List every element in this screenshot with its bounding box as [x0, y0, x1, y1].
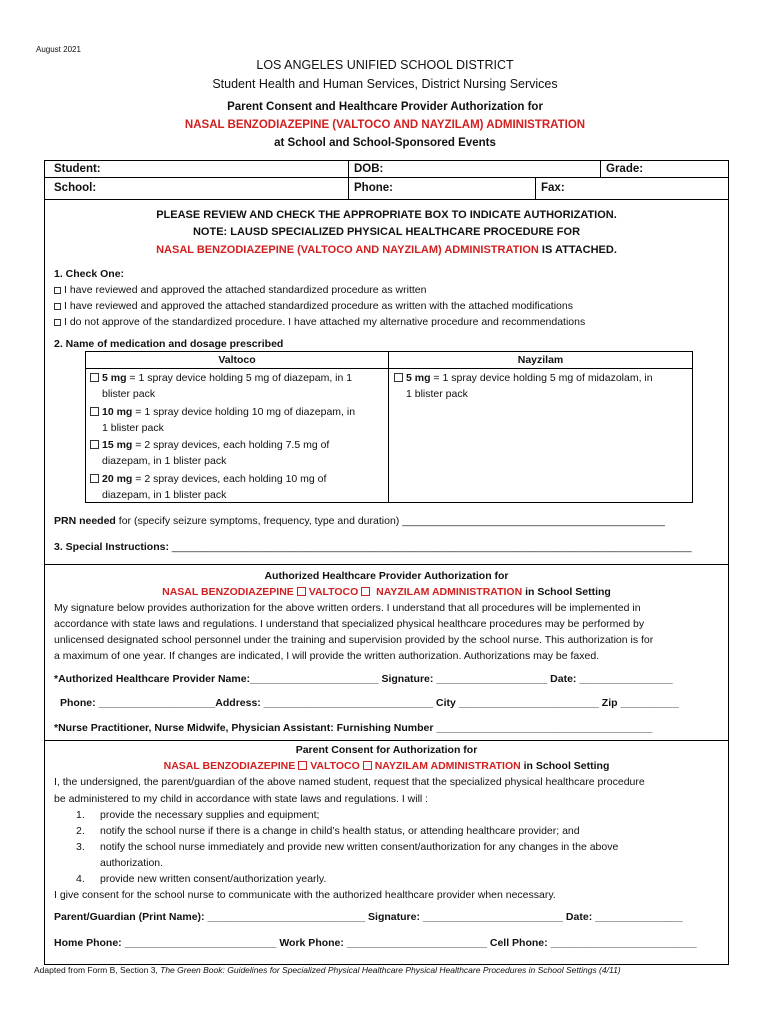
- school-field[interactable]: School:: [54, 182, 97, 194]
- form-date: August 2021: [36, 45, 81, 54]
- divider: [45, 740, 728, 741]
- divider: [45, 199, 728, 200]
- option-label: I have reviewed and approved the attached standardized procedure as written with the attached modifications: [64, 300, 573, 312]
- valtoco-5mg-option[interactable]: [90, 370, 352, 402]
- list-item-number: 1.: [76, 809, 85, 821]
- dose-desc: = 2 spray devices, each holding 7.5 mg of: [132, 439, 330, 451]
- section-number: 2: [54, 338, 60, 350]
- checkbox[interactable]: [54, 303, 61, 310]
- footer-text: Adapted from Form B, Section 3,: [34, 965, 161, 975]
- provider-signature-line[interactable]: *Authorized Healthcare Provider Name:______________________ Signature: ___________________ Date: ________________: [54, 673, 673, 685]
- valtoco-header: Valtoco: [218, 354, 256, 366]
- provider-address-line[interactable]: Phone: ____________________Address: _____________________________ City ________________________ Zip __________: [60, 697, 679, 709]
- medication-table: [85, 351, 693, 503]
- grade-field[interactable]: Grade:: [606, 163, 644, 175]
- special-instructions-line[interactable]: [54, 541, 692, 553]
- dose-desc: = 1 spray device holding 5 mg of diazepam, in 1: [126, 372, 353, 384]
- list-item: provide new written consent/authorization yearly.: [100, 873, 327, 885]
- divider: [600, 161, 601, 178]
- setting-label: in School Setting: [520, 760, 610, 772]
- furnishing-number-line[interactable]: *Nurse Practitioner, Nurse Midwife, Physician Assistant: Furnishing Number _____________________________________: [54, 722, 653, 734]
- divider: [388, 352, 389, 502]
- consent-statement: I give consent for the school nurse to communicate with the authorized healthcare provider when necessary.: [54, 889, 556, 901]
- provider-paragraph-line: My signature below provides authorization for the above written orders. I understand that all procedures will be implemented in: [54, 602, 641, 614]
- divider: [45, 564, 728, 565]
- divider: [348, 161, 349, 199]
- nayzilam-header: Nayzilam: [517, 354, 564, 366]
- dose-desc: = 2 spray devices, each holding 10 mg of: [132, 473, 327, 485]
- parent-section-title: Parent Consent for Authorization for: [295, 744, 478, 756]
- list-item: provide the necessary supplies and equipment;: [100, 809, 320, 821]
- dose: 15 mg: [102, 439, 133, 451]
- provider-paragraph-line: accordance with state laws and regulations. I understand that specialized physical healthcare procedures may be performed by: [54, 618, 645, 630]
- procedure-name: NASAL BENZODIAZEPINE: [162, 586, 297, 598]
- option-label: I do not approve of the standardized procedure. I have attached my alternative procedure and recommendations: [64, 316, 586, 328]
- checkbox[interactable]: [54, 287, 61, 294]
- parent-phone-line[interactable]: Home Phone: __________________________ Work Phone: ________________________ Cell Phone: _________________________: [54, 937, 697, 949]
- list-item: authorization.: [100, 857, 164, 869]
- prn-label: PRN needed: [54, 515, 116, 527]
- provider-section-subtitle: [45, 586, 728, 598]
- nayzilam-checkbox[interactable]: [361, 587, 370, 596]
- provider-paragraph-line: a maximum of one year. If changes are indicated, I will provide the written authorization. Authorizations may be faxed.: [54, 650, 600, 662]
- dose-desc: 1 blister pack: [102, 422, 164, 434]
- option-label: I have reviewed and approved the attached standardized procedure as written: [64, 284, 427, 296]
- list-item: notify the school nurse immediately and provide new written consent/authorization for any changes in the above: [100, 841, 619, 853]
- nayzilam-label: NAYZILAM ADMINISTRATION: [374, 760, 521, 772]
- divider: [45, 177, 728, 178]
- attached-text: IS ATTACHED.: [538, 244, 617, 256]
- checkbox[interactable]: [90, 373, 99, 382]
- checkbox[interactable]: [90, 474, 99, 483]
- procedure-name: NASAL BENZODIAZEPINE: [163, 760, 299, 772]
- nayzilam-label: NAYZILAM ADMINISTRATION: [373, 586, 523, 598]
- phone-field[interactable]: Phone:: [354, 182, 393, 194]
- prn-text: for (specify seizure symptoms, frequency, type and duration) _____________________________________________: [115, 515, 665, 527]
- procedure-name: NASAL BENZODIAZEPINE (VALTOCO AND NAYZILAM) ADMINISTRATION: [156, 244, 539, 256]
- dose-desc: diazepam, in 1 blister pack: [102, 455, 227, 467]
- review-instruction: PLEASE REVIEW AND CHECK THE APPROPRIATE BOX TO INDICATE AUTHORIZATION.: [156, 209, 617, 221]
- form-box: [44, 160, 729, 965]
- footer-citation: [34, 965, 621, 975]
- dose-desc: blister pack: [102, 388, 156, 400]
- valtoco-label: VALTOCO: [308, 586, 362, 598]
- dose-desc: diazepam, in 1 blister pack: [102, 489, 227, 501]
- valtoco-checkbox[interactable]: [297, 587, 306, 596]
- checkbox[interactable]: [394, 373, 403, 382]
- list-item-number: 2.: [76, 825, 85, 837]
- form-subject: NASAL BENZODIAZEPINE (VALTOCO AND NAYZILAM) ADMINISTRATION: [184, 119, 586, 131]
- valtoco-20mg-option[interactable]: [90, 471, 326, 503]
- parent-intro-line: be administered to my child in accordance with state laws and regulations. I will :: [54, 793, 429, 805]
- student-field[interactable]: Student:: [54, 163, 101, 175]
- setting-label: in School Setting: [522, 586, 611, 598]
- parent-intro-line: I, the undersigned, the parent/guardian of the above named student, request that the specialized physical healthcare procedure: [54, 776, 645, 788]
- fax-field[interactable]: Fax:: [541, 182, 565, 194]
- checkbox[interactable]: [90, 407, 99, 416]
- list-item-number: 3.: [76, 841, 85, 853]
- option-as-written[interactable]: [54, 284, 426, 296]
- option-with-modifications[interactable]: [54, 300, 573, 312]
- form-title: Parent Consent and Healthcare Provider Authorization for: [227, 101, 543, 113]
- dose: 10 mg: [102, 406, 133, 418]
- dose: 20 mg: [102, 473, 133, 485]
- parent-section-subtitle: [45, 760, 728, 772]
- checkbox[interactable]: [54, 319, 61, 326]
- dose-desc: = 1 spray device holding 5 mg of midazolam, in: [430, 372, 653, 384]
- section-title: . Name of medication and dosage prescribed: [59, 338, 284, 350]
- procedure-note: NOTE: LAUSD SPECIALIZED PHYSICAL HEALTHCARE PROCEDURE FOR: [192, 226, 581, 238]
- divider: [535, 178, 536, 199]
- valtoco-15mg-option[interactable]: [90, 437, 329, 469]
- prn-line[interactable]: [54, 515, 665, 527]
- valtoco-checkbox[interactable]: [298, 761, 307, 770]
- dose-desc: = 1 spray device holding 10 mg of diazepam, in: [132, 406, 356, 418]
- list-item-number: 4.: [76, 873, 85, 885]
- procedure-attached-note: [45, 244, 728, 256]
- district-name: LOS ANGELES UNIFIED SCHOOL DISTRICT: [256, 58, 514, 72]
- parent-signature-line[interactable]: Parent/Guardian (Print Name): ___________________________ Signature: ________________________ Date: _______________: [54, 911, 683, 923]
- option-not-approved[interactable]: [54, 316, 585, 328]
- special-instructions-label: 3. Special Instructions:: [54, 541, 172, 553]
- checkbox[interactable]: [90, 440, 99, 449]
- valtoco-label: VALTOCO: [310, 760, 363, 772]
- footer-source-title: The Green Book: Guidelines for Specialized Physical Healthcare Physical Healthcare Procedures in School Settings (4/11): [160, 965, 621, 975]
- list-item: notify the school nurse if there is a change in child’s health status, or attending healthcare provider; and: [100, 825, 580, 837]
- divider: [86, 368, 692, 369]
- dose-desc: 1 blister pack: [406, 388, 468, 400]
- nayzilam-checkbox[interactable]: [363, 761, 372, 770]
- provider-paragraph-line: unlicensed designated school personnel under the training and supervision provided by the school nurse. This authorization is for: [54, 634, 654, 646]
- department-name: Student Health and Human Services, District Nursing Services: [212, 77, 558, 91]
- valtoco-10mg-option[interactable]: [90, 404, 355, 436]
- dose: 5 mg: [102, 372, 127, 384]
- check-one-title: 1. Check One:: [54, 268, 125, 280]
- dose: 5 mg: [406, 372, 431, 384]
- provider-section-title: Authorized Healthcare Provider Authorization for: [264, 570, 509, 582]
- medication-title: [54, 338, 283, 350]
- dob-field[interactable]: DOB:: [354, 163, 384, 175]
- form-scope: at School and School-Sponsored Events: [274, 137, 496, 149]
- special-instructions-blank: _________________________________________________________________________________________: [171, 541, 692, 553]
- nayzilam-5mg-option[interactable]: [394, 370, 653, 402]
